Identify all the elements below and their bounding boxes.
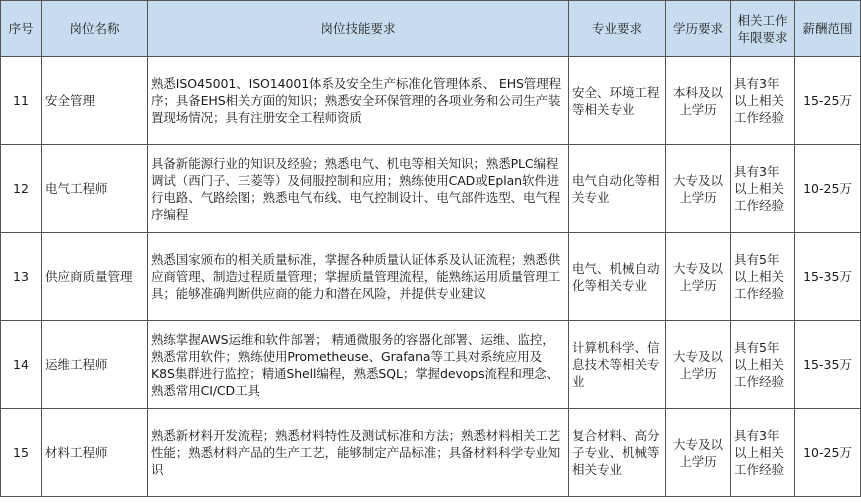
row-salary: 10-25万 [795,145,861,233]
row-education: 本科及以上学历 [666,57,731,145]
table-row [1,57,861,145]
row-position: 电气工程师 [42,145,148,233]
row-major: 安全、环境工程等相关专业 [569,57,666,145]
row-major: 电气、机械自动化等相关专业 [569,233,666,321]
row-education: 大专及以上学历 [666,145,731,233]
row-position: 供应商质量管理 [42,233,148,321]
row-position: 运维工程师 [42,321,148,409]
row-skills: 熟悉新材料开发流程；熟悉材料特性及测试标准和方法；熟悉材料相关工艺性能；熟悉材料产品的生产工艺，能够制定产品标准；具备材料科学专业知识 [148,409,569,497]
row-education: 大专及以上学历 [666,409,731,497]
header-num: 序号 [1,1,42,57]
row-num: 12 [1,145,42,233]
row-salary: 15-25万 [795,57,861,145]
row-salary: 15-35万 [795,321,861,409]
header-education: 学历要求 [666,1,731,57]
row-experience: 具有3年以上相关工作经验 [731,409,795,497]
row-num: 13 [1,233,42,321]
row-major: 计算机科学、信息技术等相关专业 [569,321,666,409]
header-salary: 薪酬范围 [795,1,861,57]
row-experience: 具有5年以上相关工作经验 [731,321,795,409]
row-num: 14 [1,321,42,409]
header-row [1,1,861,57]
row-skills: 熟练掌握AWS运维和软件部署； 精通微服务的容器化部署、运维、监控，熟悉常用软件；熟练使用Prometheuse、Grafana等工具对系统应用及K8S集群进行监控；精通Shell编程，熟悉SQL；掌握devops流程和理念、熟悉常用CI/CD工具 [148,321,569,409]
row-skills: 熟悉国家颁布的相关质量标准，掌握各种质量认证体系及认证流程；熟悉供应商管理、制造过程质量管理；掌握质量管理流程，能熟练运用质量管理工具；能够准确判断供应商的能力和潜在风险，并提供专业建议 [148,233,569,321]
row-num: 11 [1,57,42,145]
row-salary: 10-25万 [795,409,861,497]
header-skills: 岗位技能要求 [148,1,569,57]
row-major: 电气自动化等相关专业 [569,145,666,233]
row-education: 大专及以上学历 [666,233,731,321]
row-position: 材料工程师 [42,409,148,497]
table-row [1,145,861,233]
row-skills: 熟悉ISO45001、ISO14001体系及安全生产标准化管理体系、 EHS管理程序；具备EHS相关方面的知识；熟悉安全环保管理的各项业务和公司生产装置现场情况；具有注册安全工程师资质 [148,57,569,145]
header-major: 专业要求 [569,1,666,57]
row-salary: 15-35万 [795,233,861,321]
row-experience: 具有3年以上相关工作经验 [731,145,795,233]
row-major: 复合材料、高分子专业、机械等相关专业 [569,409,666,497]
row-position: 安全管理 [42,57,148,145]
row-experience: 具有5年以上相关工作经验 [731,233,795,321]
row-skills: 具备新能源行业的知识及经验；熟悉电气、机电等相关知识；熟悉PLC编程调试（西门子、三菱等）及伺服控制和应用；熟练使用CAD或Eplan软件进行电路、气路绘图；熟悉电气布线、电气控制设计、电气部件选型、电气程序编程 [148,145,569,233]
header-position: 岗位名称 [42,1,148,57]
table-row [1,321,861,409]
row-num: 15 [1,409,42,497]
row-experience: 具有3年以上相关工作经验 [731,57,795,145]
table-row [1,233,861,321]
header-experience: 相关工作年限要求 [731,1,795,57]
table-row [1,409,861,497]
row-education: 大专及以上学历 [666,321,731,409]
